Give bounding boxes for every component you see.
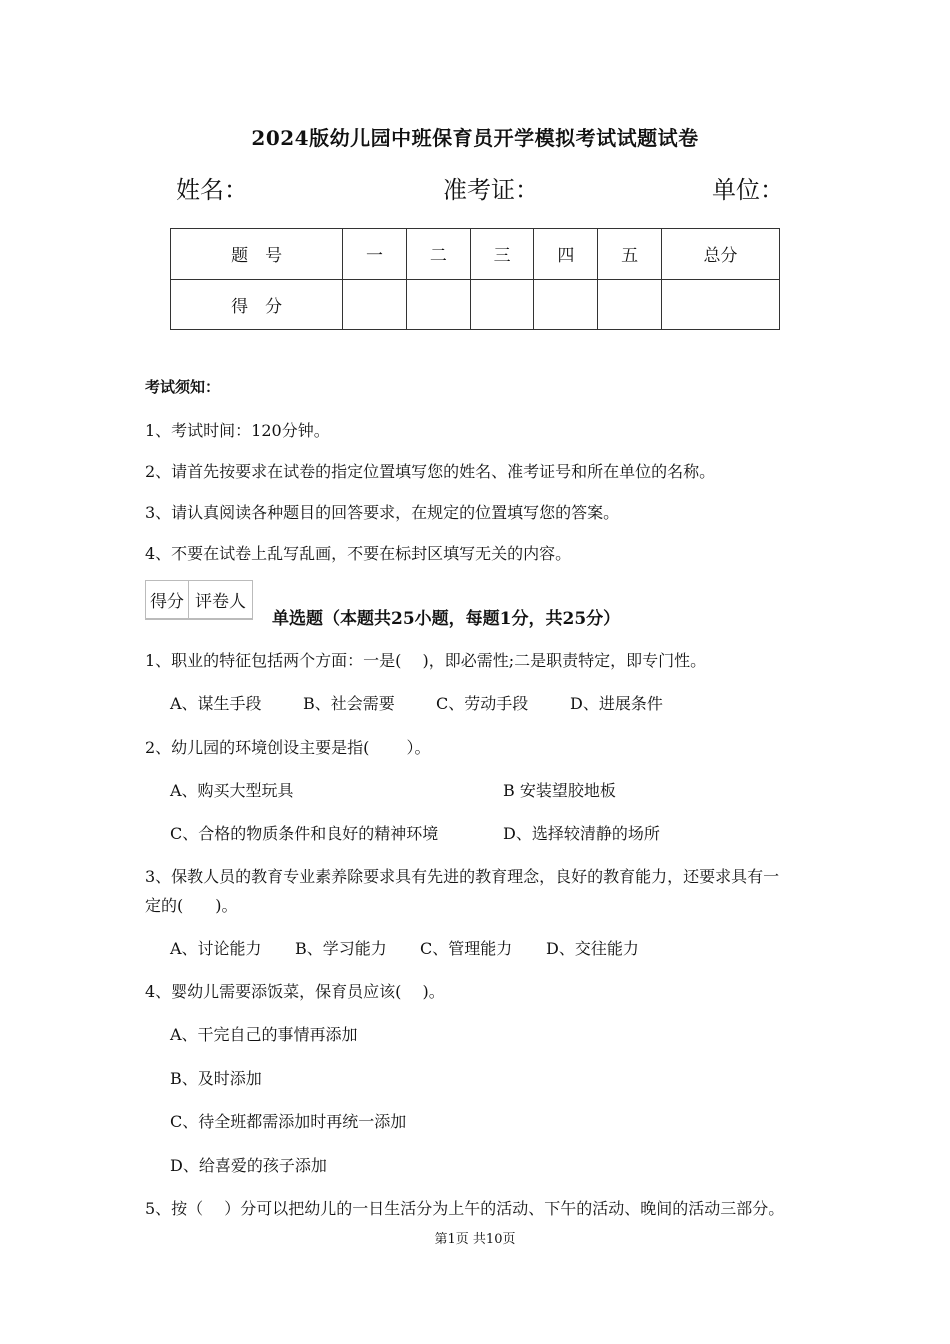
score-cell[interactable] — [343, 279, 407, 330]
option-b: B、学习能力 — [295, 939, 387, 958]
question-stem: 1、职业的特征包括两个方面：一是( )，即必需性;二是职责特定，即专门性。 — [145, 651, 707, 670]
score-row-label: 得 分 — [171, 279, 343, 330]
question-stem: 3、保教人员的教育专业素养除要求具有先进的教育理念，良好的教育能力，还要求具有一 — [145, 867, 780, 886]
score-table-header-cell: 一 — [343, 229, 407, 280]
grader-box-score-cell[interactable] — [146, 618, 189, 619]
option-b: B、社会需要 — [303, 694, 395, 713]
notice-heading: 考试须知： — [145, 378, 221, 396]
notice-item: 2、请首先按要求在试卷的指定位置填写您的姓名、准考证号和所在单位的名称。 — [145, 462, 716, 481]
notice-item: 4、不要在试卷上乱写乱画，不要在标封区填写无关的内容。 — [145, 544, 572, 563]
score-table-header-cell: 总分 — [662, 229, 780, 280]
question-stem: 5、按（ ）分可以把幼儿的一日生活分为上午的活动、下午的活动、晚间的活动三部分。 — [145, 1199, 785, 1218]
unit-field-label: 单位： — [712, 176, 784, 204]
grader-box — [145, 580, 253, 620]
score-table-header-cell: 二 — [406, 229, 470, 280]
score-cell[interactable] — [406, 279, 470, 330]
option-a: A、讨论能力 — [170, 939, 262, 958]
score-cell[interactable] — [662, 279, 780, 330]
option-a: A、干完自己的事情再添加 — [170, 1025, 358, 1044]
score-table-header-row — [171, 229, 780, 280]
grader-box-score-label: 得分 — [146, 581, 189, 619]
score-table-header-cell: 题 号 — [171, 229, 343, 280]
page-footer: 第1页 共10页 — [434, 1232, 516, 1247]
option-c: C、管理能力 — [420, 939, 513, 958]
option-b: B、及时添加 — [170, 1069, 262, 1088]
option-d: D、交往能力 — [546, 939, 639, 958]
score-table-score-row — [171, 279, 780, 330]
option-a: A、购买大型玩具 — [170, 781, 294, 800]
option-c: C、合格的物质条件和良好的精神环境 — [170, 824, 439, 843]
grader-box-grader-label: 评卷人 — [189, 581, 253, 619]
option-b: B 安装望胶地板 — [503, 781, 616, 800]
score-table-header-cell: 四 — [534, 229, 598, 280]
question-stem: 4、婴幼儿需要添饭菜，保育员应该( )。 — [145, 982, 445, 1001]
page-title: 2024版幼儿园中班保育员开学模拟考试试题试卷 — [251, 126, 699, 150]
grader-box-grader-cell[interactable] — [189, 618, 253, 619]
exam-id-field-label: 准考证： — [443, 176, 539, 204]
name-field-label: 姓名： — [176, 176, 248, 204]
score-table — [170, 228, 780, 330]
option-d: D、给喜爱的孩子添加 — [170, 1156, 327, 1175]
score-table-header-cell: 五 — [598, 229, 662, 280]
score-cell[interactable] — [470, 279, 534, 330]
score-cell[interactable] — [598, 279, 662, 330]
option-c: C、待全班都需添加时再统一添加 — [170, 1112, 407, 1131]
question-stem: 2、幼儿园的环境创设主要是指( ）。 — [145, 738, 431, 757]
section-title: 单选题（本题共25小题，每题1分，共25分） — [272, 609, 621, 629]
option-d: D、进展条件 — [570, 694, 663, 713]
option-a: A、谋生手段 — [170, 694, 262, 713]
option-d: D、选择较清静的场所 — [503, 824, 660, 843]
option-c: C、劳动手段 — [436, 694, 529, 713]
score-table-header-cell: 三 — [470, 229, 534, 280]
notice-item: 3、请认真阅读各种题目的回答要求，在规定的位置填写您的答案。 — [145, 503, 620, 522]
notice-item: 1、考试时间：120分钟。 — [145, 421, 330, 440]
question-stem-continued: 定的( )。 — [145, 896, 238, 915]
score-cell[interactable] — [534, 279, 598, 330]
